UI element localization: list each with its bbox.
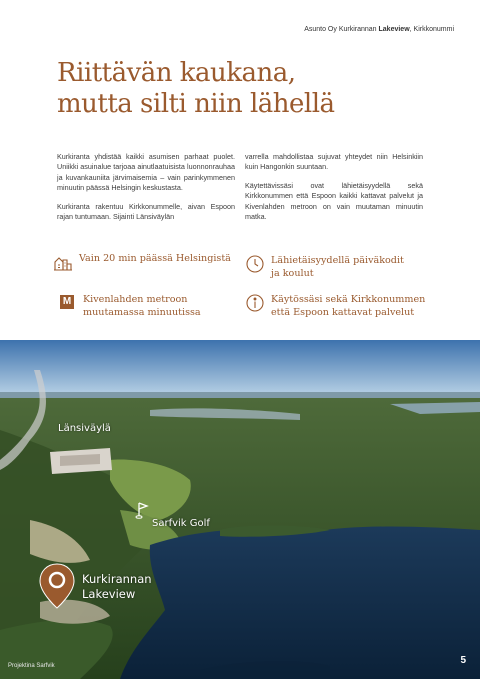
feature-text: Kivenlahden metroon [83,294,188,305]
golf-flag-icon [135,500,151,520]
feature-services [245,293,425,319]
metro-icon [57,293,77,313]
site-label-line-2: Lakeview [82,587,136,601]
map-label-site [82,572,152,602]
page-title [57,58,335,120]
info-icon [245,293,265,313]
body-paragraph: Kurkiranta yhdistää kaikki asumisen parhaat puolet. Uniikki asuinalue tarjoaa ainutlaatuisista luonnonrauhaa ja kuvankauniita järvimaisemia – vain parinkymmenen minuutin päässä Helsingin keskustasta. [57,152,235,193]
feature-text: Käytössäsi sekä Kirkkonummen [271,294,426,305]
feature-text: Lähietäisyydellä päiväkodit [271,255,404,266]
feature-metro [57,293,201,319]
aerial-illustration [0,340,480,679]
feature-text: muutamassa minuutissa [83,307,201,318]
feature-text: Vain 20 min päässä Helsingistä [79,253,231,264]
body-column-right [245,152,423,230]
header-project: Lakeview [378,26,410,33]
feature-schools [245,254,404,280]
header-prefix: Asunto Oy Kurkirannan [304,26,379,33]
body-paragraph: Käytettävissäsi ovat lähietäisyydellä sekä Kirkkonummen että Espoon kaikki kattavat palvelut ja Kivenlahden metroon on vain muutaman minuutin matka. [245,180,423,222]
photo-credit: Projektina Sarfvik [8,663,55,669]
aerial-photo [0,340,480,679]
body-paragraph: Kurkiranta rakentuu Kirkkonummelle, aivan Espoon rajan tuntumaan. Sijainti Länsiväylän [57,201,235,222]
body-column-left [57,152,235,230]
page-header [304,26,454,33]
feature-text: ja koulut [271,268,314,279]
location-pin-icon [38,562,76,610]
header-suffix: , Kirkkonummi [409,26,454,33]
site-label-line-1: Kurkirannan [82,572,152,586]
clock-icon [245,254,265,274]
map-label-lansivayla: Länsiväylä [58,423,111,434]
title-line-2: mutta silti niin lähellä [57,89,335,119]
metro-letter: M [60,295,74,309]
page-number: 5 [460,655,466,666]
city-skyline-icon [53,252,73,272]
feature-text: että Espoon kattavat palvelut [271,307,415,318]
map-label-golf: Sarfvik Golf [152,518,210,529]
body-paragraph: varrella mahdollistaa sujuvat yhteydet niin Helsinkiin kuin Hangonkin suuntaan. [245,152,423,172]
feature-helsinki [53,252,231,272]
title-line-1: Riittävän kaukana, [57,58,296,88]
